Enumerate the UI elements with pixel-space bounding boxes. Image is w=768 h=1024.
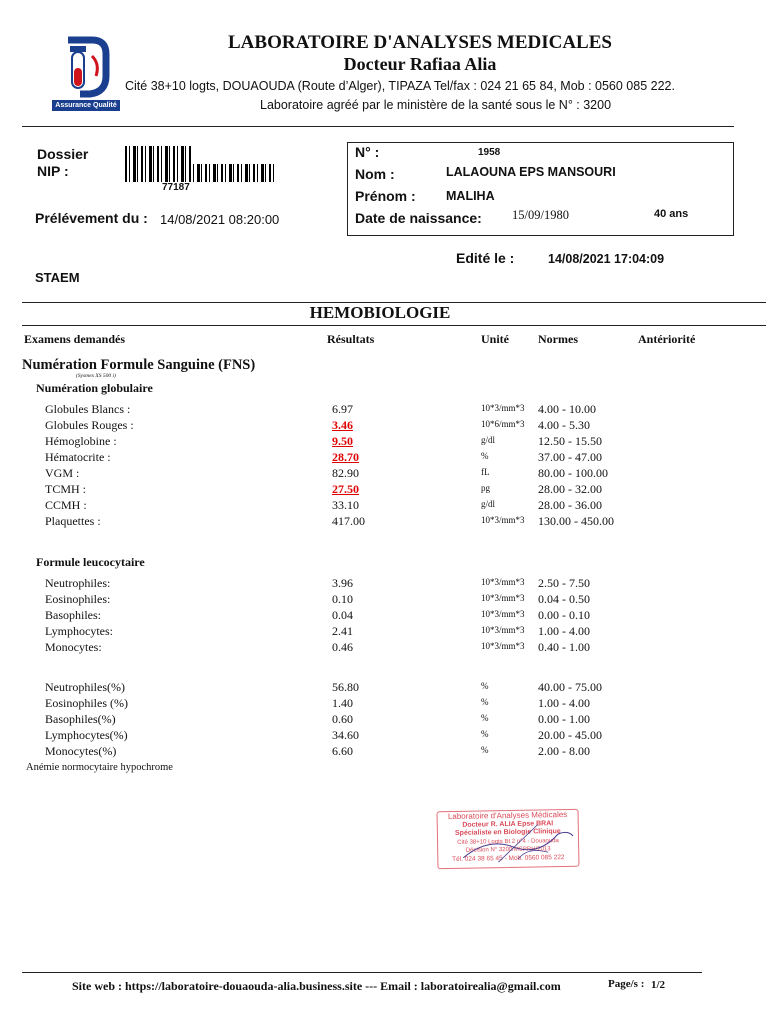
exam-norm: 40.00 - 75.00 bbox=[538, 680, 602, 694]
col-header-prior: Antériorité bbox=[638, 332, 696, 346]
nip-barcode bbox=[125, 164, 277, 182]
logo-caption: Assurance Qualité bbox=[52, 100, 120, 111]
table-row bbox=[0, 498, 768, 514]
exam-result-abnormal: 3.46 bbox=[332, 418, 353, 432]
exam-unit: % bbox=[481, 697, 489, 707]
exam-result: 56.80 bbox=[332, 680, 359, 694]
exam-result: 33.10 bbox=[332, 498, 359, 512]
table-row bbox=[0, 514, 768, 530]
page-value: 1/2 bbox=[651, 979, 666, 991]
lab-address: Cité 38+10 logts, DOUAOUDA (Route d’Alger), TIPAZA Tel/fax : 024 21 65 84, Mob : 0560 085 222. bbox=[125, 79, 675, 93]
exam-name: Hémoglobine : bbox=[45, 434, 117, 448]
exam-name: TCMH : bbox=[45, 482, 87, 496]
col-header-result: Résultats bbox=[327, 332, 375, 346]
lab-stamp bbox=[437, 809, 580, 869]
exam-norm: 0.40 - 1.00 bbox=[538, 640, 590, 654]
edite-value: 14/08/2021 17:04:09 bbox=[548, 252, 665, 266]
exam-norm: 28.00 - 32.00 bbox=[538, 482, 602, 496]
edite-label: Edité le : bbox=[456, 250, 515, 266]
exam-norm: 4.00 - 10.00 bbox=[538, 402, 596, 416]
exam-name: Plaquettes : bbox=[45, 514, 101, 528]
age-value: 40 ans bbox=[654, 208, 689, 220]
prelevement-value: 14/08/2021 08:20:00 bbox=[160, 212, 280, 227]
exam-unit: % bbox=[481, 745, 489, 755]
exam-name: Basophiles(%) bbox=[45, 712, 116, 726]
exam-unit: % bbox=[481, 729, 489, 739]
test-subtitle: (Sysmex XS 500 i) bbox=[76, 373, 116, 379]
exam-name: Neutrophiles(%) bbox=[45, 680, 125, 694]
prenom-value: MALIHA bbox=[446, 189, 495, 203]
exam-unit: 10*3/mm*3 bbox=[481, 593, 525, 603]
exam-result-abnormal: 27.50 bbox=[332, 482, 359, 496]
exam-unit: % bbox=[481, 681, 489, 691]
num-label: N° : bbox=[355, 144, 380, 160]
exam-norm: 80.00 - 100.00 bbox=[538, 466, 608, 480]
table-row bbox=[0, 712, 768, 728]
table-row bbox=[0, 576, 768, 592]
exam-result: 1.40 bbox=[332, 696, 353, 710]
exam-unit: 10*3/mm*3 bbox=[481, 577, 525, 587]
table-row bbox=[0, 696, 768, 712]
exam-norm: 28.00 - 36.00 bbox=[538, 498, 602, 512]
nom-value: LALAOUNA EPS MANSOURI bbox=[446, 165, 616, 179]
exam-norm: 37.00 - 47.00 bbox=[538, 450, 602, 464]
exam-norm: 130.00 - 450.00 bbox=[538, 514, 614, 528]
exam-norm: 1.00 - 4.00 bbox=[538, 696, 590, 710]
table-row bbox=[0, 482, 768, 498]
exam-unit: 10*3/mm*3 bbox=[481, 515, 525, 525]
exam-unit: g/dl bbox=[481, 499, 496, 509]
exam-result: 3.96 bbox=[332, 576, 353, 590]
footer-contact: Site web : https://laboratoire-douaouda-alia.business.site --- Email : laboratoirealia@gmail.com bbox=[72, 979, 561, 993]
formule-title: Formule leucocytaire bbox=[36, 555, 145, 569]
stamp-line: Décision N° 3200/MSPRH/2013 bbox=[465, 846, 551, 855]
test-title: Numération Formule Sanguine (FNS) bbox=[22, 357, 256, 373]
exam-result: 34.60 bbox=[332, 728, 359, 742]
exam-result: 0.46 bbox=[332, 640, 353, 654]
exam-norm: 1.00 - 4.00 bbox=[538, 624, 590, 638]
exam-result-abnormal: 9.50 bbox=[332, 434, 353, 448]
dob-label: Date de naissance: bbox=[355, 210, 482, 226]
exam-name: Eosinophiles: bbox=[45, 592, 111, 606]
exam-result: 417.00 bbox=[332, 514, 365, 528]
table-row bbox=[0, 624, 768, 640]
table-row bbox=[0, 402, 768, 418]
header-divider bbox=[22, 126, 734, 127]
table-row bbox=[0, 434, 768, 450]
numeration-title: Numération globulaire bbox=[36, 381, 153, 395]
table-row bbox=[0, 680, 768, 696]
page-label: Page/s : bbox=[608, 978, 645, 990]
exam-norm: 2.00 - 8.00 bbox=[538, 744, 590, 758]
exam-unit: 10*3/mm*3 bbox=[481, 609, 525, 619]
exam-unit: % bbox=[481, 713, 489, 723]
table-row bbox=[0, 592, 768, 608]
exam-name: Globules Rouges : bbox=[45, 418, 134, 432]
exam-unit: pg bbox=[481, 483, 490, 493]
exam-name: CCMH : bbox=[45, 498, 87, 512]
exam-norm: 0.00 - 1.00 bbox=[538, 712, 590, 726]
col-header-exam: Examens demandés bbox=[24, 332, 126, 346]
exam-name: Eosinophiles (%) bbox=[45, 696, 128, 710]
col-header-norms: Normes bbox=[538, 332, 578, 346]
barcode-number: 77187 bbox=[162, 182, 190, 193]
nom-label: Nom : bbox=[355, 166, 395, 182]
exam-name: Hématocrite : bbox=[45, 450, 111, 464]
exam-norm: 4.00 - 5.30 bbox=[538, 418, 590, 432]
exam-unit: 10*6/mm*3 bbox=[481, 419, 525, 429]
dossier-label: Dossier bbox=[37, 146, 89, 162]
signature-icon bbox=[458, 816, 579, 868]
table-row bbox=[0, 450, 768, 466]
exam-result-abnormal: 28.70 bbox=[332, 450, 359, 464]
table-row bbox=[0, 640, 768, 656]
exam-norm: 12.50 - 15.50 bbox=[538, 434, 602, 448]
section-title: HEMOBIOLOGIE bbox=[309, 303, 451, 322]
table-row bbox=[0, 728, 768, 744]
prelevement-label: Prélévement du : bbox=[35, 210, 148, 226]
stamp-line: Docteur R. ALIA Epse BRAI bbox=[462, 819, 554, 829]
exam-result: 6.60 bbox=[332, 744, 353, 758]
exam-unit: % bbox=[481, 451, 489, 461]
dossier-barcode bbox=[125, 146, 191, 164]
exam-result: 0.10 bbox=[332, 592, 353, 606]
table-row bbox=[0, 466, 768, 482]
exam-name: Monocytes(%) bbox=[45, 744, 117, 758]
stamp-line: Tél. 024 38 65 45 - Mob. 0560 085 222 bbox=[452, 853, 565, 863]
table-row bbox=[0, 418, 768, 434]
exam-name: Monocytes: bbox=[45, 640, 102, 654]
exam-name: Lymphocytes: bbox=[45, 624, 113, 638]
exam-unit: g/dl bbox=[481, 435, 496, 445]
exam-result: 2.41 bbox=[332, 624, 353, 638]
exam-result: 0.04 bbox=[332, 608, 353, 622]
section-bottom-divider bbox=[22, 325, 766, 326]
stamp-line: Spécialiste en Biologie Clinique bbox=[454, 828, 561, 838]
service-label: STAEM bbox=[35, 270, 80, 285]
prenom-label: Prénom : bbox=[355, 188, 416, 204]
doctor-name: Docteur Rafiaa Alia bbox=[343, 54, 497, 74]
exam-name: Lymphocytes(%) bbox=[45, 728, 128, 742]
nip-label: NIP : bbox=[37, 163, 69, 179]
footer-divider bbox=[22, 972, 702, 973]
lab-agreement: Laboratoire agréé par le ministère de la santé sous le N° : 3200 bbox=[260, 98, 612, 112]
exam-norm: 0.04 - 0.50 bbox=[538, 592, 590, 606]
table-row bbox=[0, 744, 768, 760]
stamp-line: Cité 38+10 Logts Bt 2 n°4 - Douaouda bbox=[457, 837, 559, 846]
exam-unit: 10*3/mm*3 bbox=[481, 625, 525, 635]
exam-name: VGM : bbox=[45, 466, 80, 480]
exam-result: 82.90 bbox=[332, 466, 359, 480]
exam-norm: 2.50 - 7.50 bbox=[538, 576, 590, 590]
exam-name: Neutrophiles: bbox=[45, 576, 111, 590]
exam-result: 0.60 bbox=[332, 712, 353, 726]
exam-norm: 0.00 - 0.10 bbox=[538, 608, 590, 622]
exam-unit: 10*3/mm*3 bbox=[481, 641, 525, 651]
dob-value: 15/09/1980 bbox=[512, 208, 569, 222]
exam-norm: 20.00 - 45.00 bbox=[538, 728, 602, 742]
num-value: 1958 bbox=[478, 147, 501, 158]
col-header-unit: Unité bbox=[481, 332, 509, 346]
lab-name: LABORATOIRE D'ANALYSES MEDICALES bbox=[228, 32, 612, 53]
exam-name: Globules Blancs : bbox=[45, 402, 131, 416]
exam-unit: 10*3/mm*3 bbox=[481, 403, 525, 413]
table-row bbox=[0, 608, 768, 624]
exam-unit: fL bbox=[481, 467, 490, 477]
stamp-line: Laboratoire d'Analyses Médicales bbox=[447, 809, 568, 822]
exam-name: Basophiles: bbox=[45, 608, 101, 622]
exam-result: 6.97 bbox=[332, 402, 353, 416]
result-comment: Anémie normocytaire hypochrome bbox=[26, 762, 173, 773]
